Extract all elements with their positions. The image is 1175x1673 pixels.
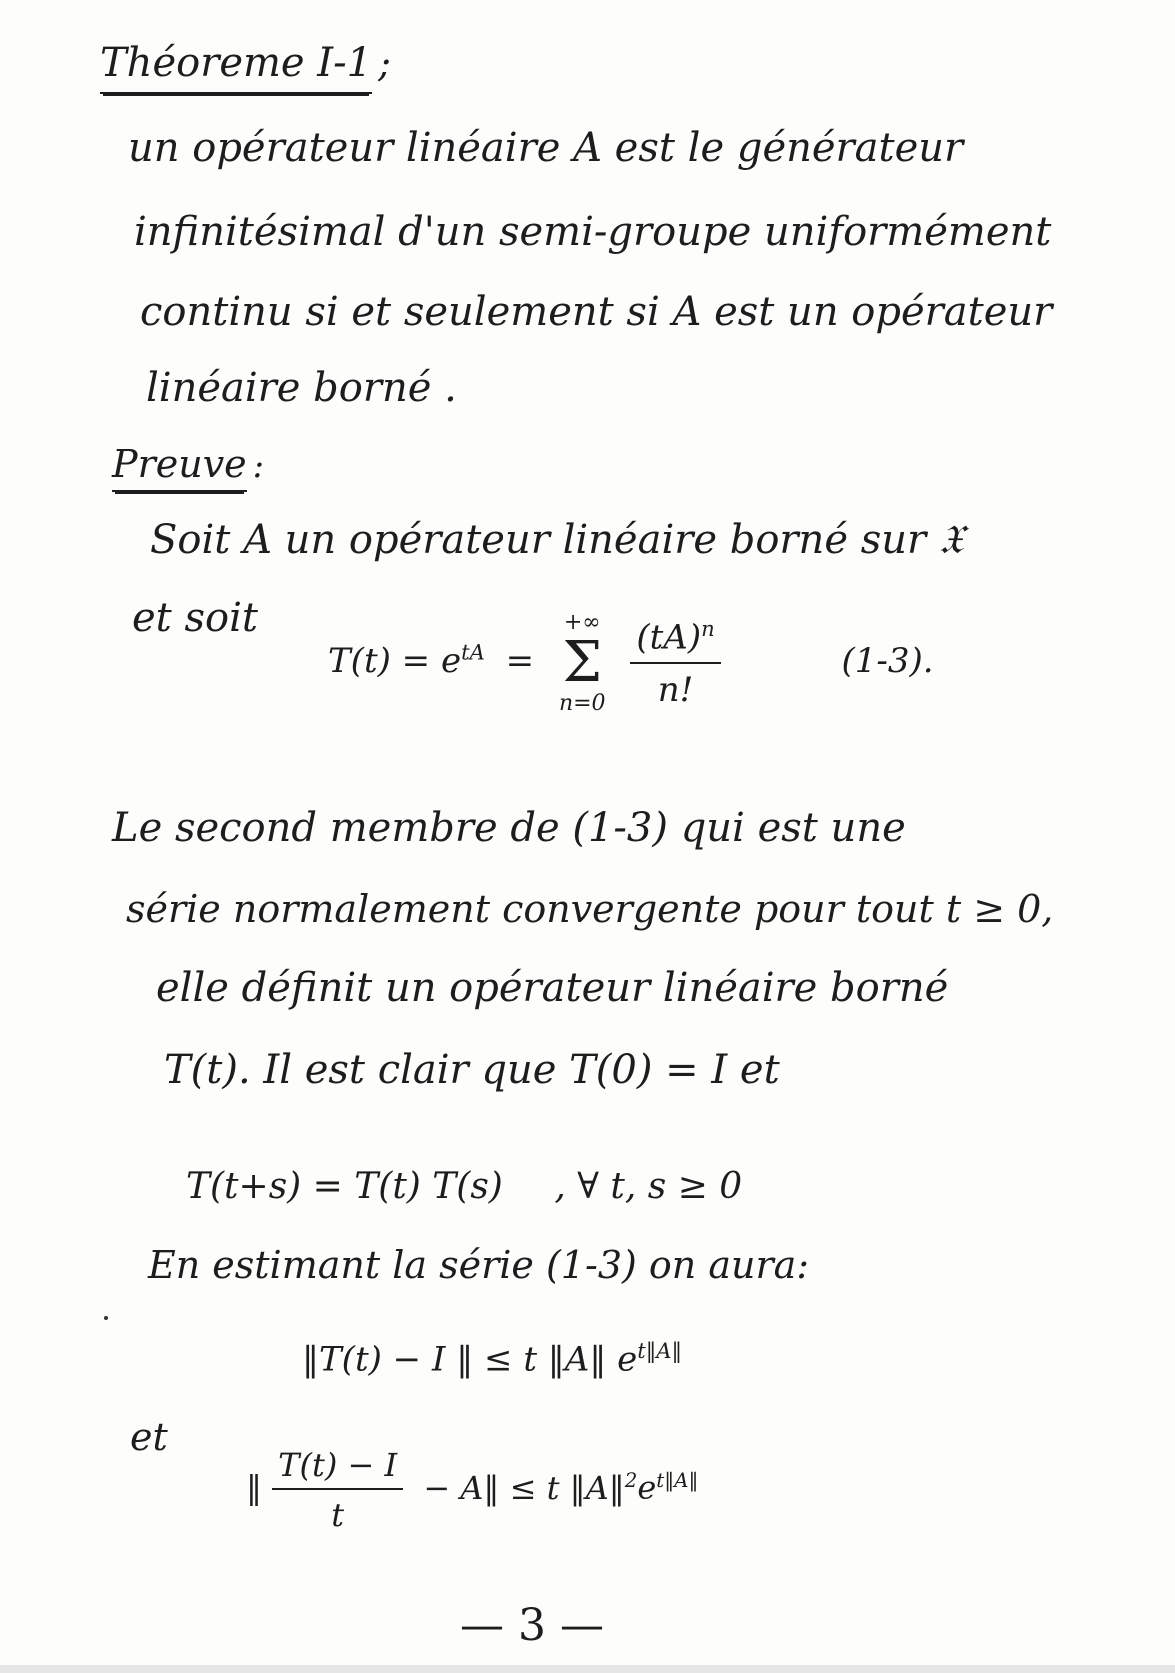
eq13-numerator: (tA) (636, 617, 702, 658)
para-line-1: Le second membre de (1-3) qui est une (112, 805, 906, 851)
sum-operator (559, 610, 606, 716)
semigroup-property (186, 1166, 742, 1207)
ineq2-open-norm: ‖ (246, 1468, 262, 1507)
ineq1-body: ‖T(t) − I ‖ ≤ t ‖A‖ e (302, 1339, 638, 1380)
scan-bottom-edge (0, 1665, 1175, 1673)
eq13-fraction (630, 616, 720, 709)
theorem-title: Théoreme I-1 (100, 40, 372, 94)
equation-1-3 (328, 610, 934, 716)
sum-upper-limit: +∞ (563, 610, 601, 635)
ineq2-exp-base: e (637, 1468, 657, 1507)
eq13-numerator-exponent: n (701, 616, 715, 642)
para-line-4: T(t). Il est clair que T(0) = I et (164, 1047, 780, 1093)
theorem-line-3: continu si et seulement si A est un opérateur (140, 289, 1053, 335)
proof-colon: : (252, 446, 265, 486)
sigma-symbol: Σ (562, 630, 603, 695)
para-line-2: série normalement convergente pour tout t ≥ 0, (126, 887, 1054, 931)
semigroup-equation: T(t+s) = T(t) T(s) (186, 1166, 503, 1207)
ineq2-fraction (272, 1446, 403, 1534)
estimate-line: En estimant la série (1-3) on aura: (148, 1243, 810, 1287)
semigroup-condition: , ∀ t, s ≥ 0 (554, 1166, 743, 1207)
page-number: — 3 — (460, 1600, 604, 1651)
stray-ink-dot (104, 1316, 108, 1320)
ineq2-exponent: t‖A‖ (656, 1468, 699, 1492)
ineq2-denominator: t (331, 1496, 345, 1534)
eq13-tag: (1-3). (841, 641, 934, 681)
ineq2-square: 2 (624, 1468, 638, 1492)
proof-intro-line-1: Soit A un opérateur linéaire borné sur 𝔛 (150, 517, 964, 563)
para-line-3: elle définit un opérateur linéaire borné (156, 965, 949, 1011)
eq13-denominator: n! (657, 669, 694, 710)
proof-intro-line-2: et soit (132, 595, 258, 641)
eq13-lhs-exponent: tA (461, 639, 485, 665)
et-word: et (130, 1415, 168, 1459)
theorem-line-2: infinitésimal d'un semi-groupe uniformément (134, 209, 1052, 255)
proof-heading (112, 442, 264, 492)
theorem-line-4: linéaire borné . (146, 365, 457, 411)
theorem-colon: ; (378, 41, 391, 85)
proof-title: Preuve (112, 442, 247, 492)
theorem-line-1: un opérateur linéaire A est le générateur (128, 125, 964, 171)
sum-lower-limit: n=0 (558, 691, 606, 716)
ineq1-exponent: t‖A‖ (637, 1338, 683, 1363)
eq13-equals: = (505, 641, 535, 681)
inequality-2 (246, 1446, 698, 1534)
eq13-lhs: T(t) = e (328, 641, 462, 681)
ineq2-rest: − A‖ ≤ t ‖A‖ (423, 1468, 625, 1507)
ineq2-numerator: T(t) − I (272, 1446, 403, 1490)
inequality-1 (302, 1338, 682, 1379)
theorem-heading (100, 40, 391, 94)
